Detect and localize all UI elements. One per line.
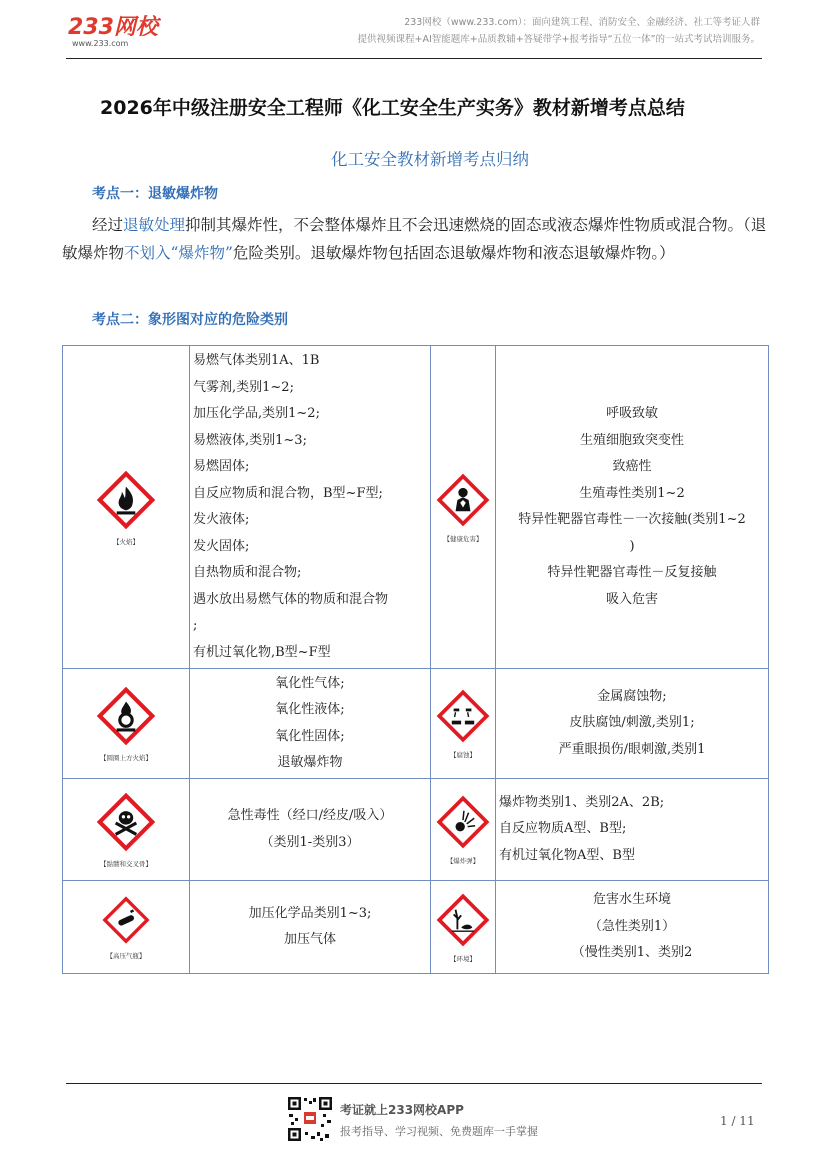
flame-icon [95,469,157,535]
pictogram-caption: 【骷髅和交叉骨】 [100,860,152,868]
environment-icon [435,892,491,952]
flame-over-circle-icon [95,685,157,751]
list-item: （类别1-类别3） [260,834,360,850]
header-info-line-2: 提供视频课程+AI智能题库+品质教辅+答疑带学+报考指导“五位一体”的一站式考试培训服务。 [357,34,760,45]
pictogram-cell [431,881,496,974]
list-item: 发火固体; [193,538,250,554]
logo-url: www.233.com [72,39,129,48]
footer-app-name: 考证就上233网校APP [340,1103,464,1117]
list-item: 易燃固体; [193,459,250,474]
list-item: 加压化学品,类别1~2; [193,406,320,421]
logo-text: 233网校 [68,15,158,40]
hazard-class-list [496,881,769,974]
health-hazard-icon [435,472,491,532]
list-item: 爆炸物类别1、类别2A、2B; [499,794,665,810]
list-item: 气雾剂,类别1~2; [193,379,294,395]
list-item: 发火液体; [193,512,250,527]
list-item: 易燃气体类别1A、1B [193,353,320,368]
list-item: 金属腐蚀物; [597,688,667,704]
pictogram-caption: 【环境】 [450,954,476,963]
pictogram-cell [63,881,190,974]
list-item: 自反应物质A型、B型; [499,821,627,837]
pictogram-caption: 【火焰】 [113,537,139,546]
list-item: 生殖细胞致突变性 [579,432,684,448]
pictogram-cell [63,669,190,779]
exploding-bomb-icon [435,794,491,854]
header-info [358,14,761,48]
hazard-class-list [190,346,431,669]
table-row [63,669,769,779]
hazard-class-list [190,669,431,779]
list-item: 吸入危害 [605,591,658,607]
pictogram-cell [63,346,190,669]
list-item: 特异性靶器官毒性－一次接触(类别1~2 [518,512,746,527]
pictogram-cell [431,669,496,779]
list-item: 特异性靶器官毒性－反复接触 [547,565,717,580]
list-item: 致癌性 [612,459,652,474]
pictogram-caption: 【爆炸弹】 [446,857,480,865]
qr-code-icon [287,1096,333,1142]
pictogram-caption: 【腐蚀】 [450,751,476,759]
list-item: 有机过氧化物,B型~F型 [193,644,331,660]
point-1-highlight-b: 不划入“爆炸物” [124,244,233,262]
list-item: 加压气体 [283,932,336,947]
table-row [63,881,769,974]
table-row [63,779,769,881]
point-1-heading: 考点一：退敏爆炸物 [92,186,218,202]
list-item: 自反应物质和混合物，B型~F型; [193,485,383,501]
list-item: 自热物质和混合物; [193,565,302,580]
hazard-class-list [496,779,769,881]
point-1-highlight-a: 退敏处理 [123,216,186,234]
hazard-pictogram-table [62,345,769,974]
corrosion-icon [435,688,491,748]
list-item: 易燃液体,类别1~3; [193,432,307,448]
list-item: 呼吸致敏 [605,406,658,421]
page-title: 2026年中级注册安全工程师《化工安全生产实务》教材新增考点总结 [100,97,685,119]
point-1-text-b: 抑制其爆炸性，不会整体爆炸且不会迅速燃烧的固态或液态爆炸性物质或混合物。（退敏爆炸物 [62,216,767,262]
list-item: 皮肤腐蚀/刺激,类别1; [569,715,695,731]
list-item: 氧化性液体; [275,702,345,717]
pictogram-cell [63,779,190,881]
point-2-heading: 考点二：象形图对应的危险类别 [92,312,288,328]
page-header [0,0,830,60]
pictogram-caption: 【健康危害】 [443,534,483,543]
list-item: 生殖毒性类别1~2 [579,485,685,501]
footer-divider [66,1083,762,1084]
list-item: 氧化性气体; [275,675,345,691]
gas-cylinder-icon [101,895,151,949]
point-1-paragraph [62,211,770,267]
list-item: 退敏爆炸物 [277,755,343,770]
list-item: 危害水生环境 [592,892,671,908]
header-divider [66,58,762,59]
table-row [63,346,769,669]
pictogram-cell [431,779,496,881]
footer-description: 报考指导、学习视频、免费题库一手掌握 [340,1125,538,1138]
list-item: ; [193,618,198,633]
pictogram-caption: 【圆圈上方火焰】 [100,754,152,762]
list-item: （急性类别1） [588,918,676,934]
hazard-class-list [496,669,769,779]
hazard-class-list [190,881,431,974]
point-1-text-c: 危险类别。退敏爆炸物包括固态退敏爆炸物和液态退敏爆炸物。） [232,244,675,262]
list-item: 急性毒性（经口/经皮/吸入） [227,808,393,823]
pictogram-cell [431,346,496,669]
point-1-text-a: 经过 [92,216,124,234]
list-item: 遇水放出易燃气体的物质和混合物 [193,591,389,607]
skull-crossbones-icon [95,791,157,857]
pictogram-caption: 【高压气瓶】 [106,951,146,960]
list-item: 有机过氧化物A型、B型 [499,847,635,863]
hazard-class-list [190,779,431,881]
list-item: ) [629,538,635,554]
hazard-class-list [496,346,769,669]
list-item: 加压化学品类别1~3; [248,905,372,921]
header-info-line-1: 233网校（www.233.com）：面向建筑工程、消防安全、金融经济、社工等考证人群 [404,17,760,28]
page-number: 1 / 11 [720,1114,755,1128]
page-subtitle: 化工安全教材新增考点归纳 [331,150,529,169]
list-item: （慢性类别1、类别2 [571,945,693,961]
list-item: 严重眼损伤/眼刺激,类别1 [558,741,706,757]
list-item: 氧化性固体; [275,728,345,744]
brand-logo [68,10,158,48]
